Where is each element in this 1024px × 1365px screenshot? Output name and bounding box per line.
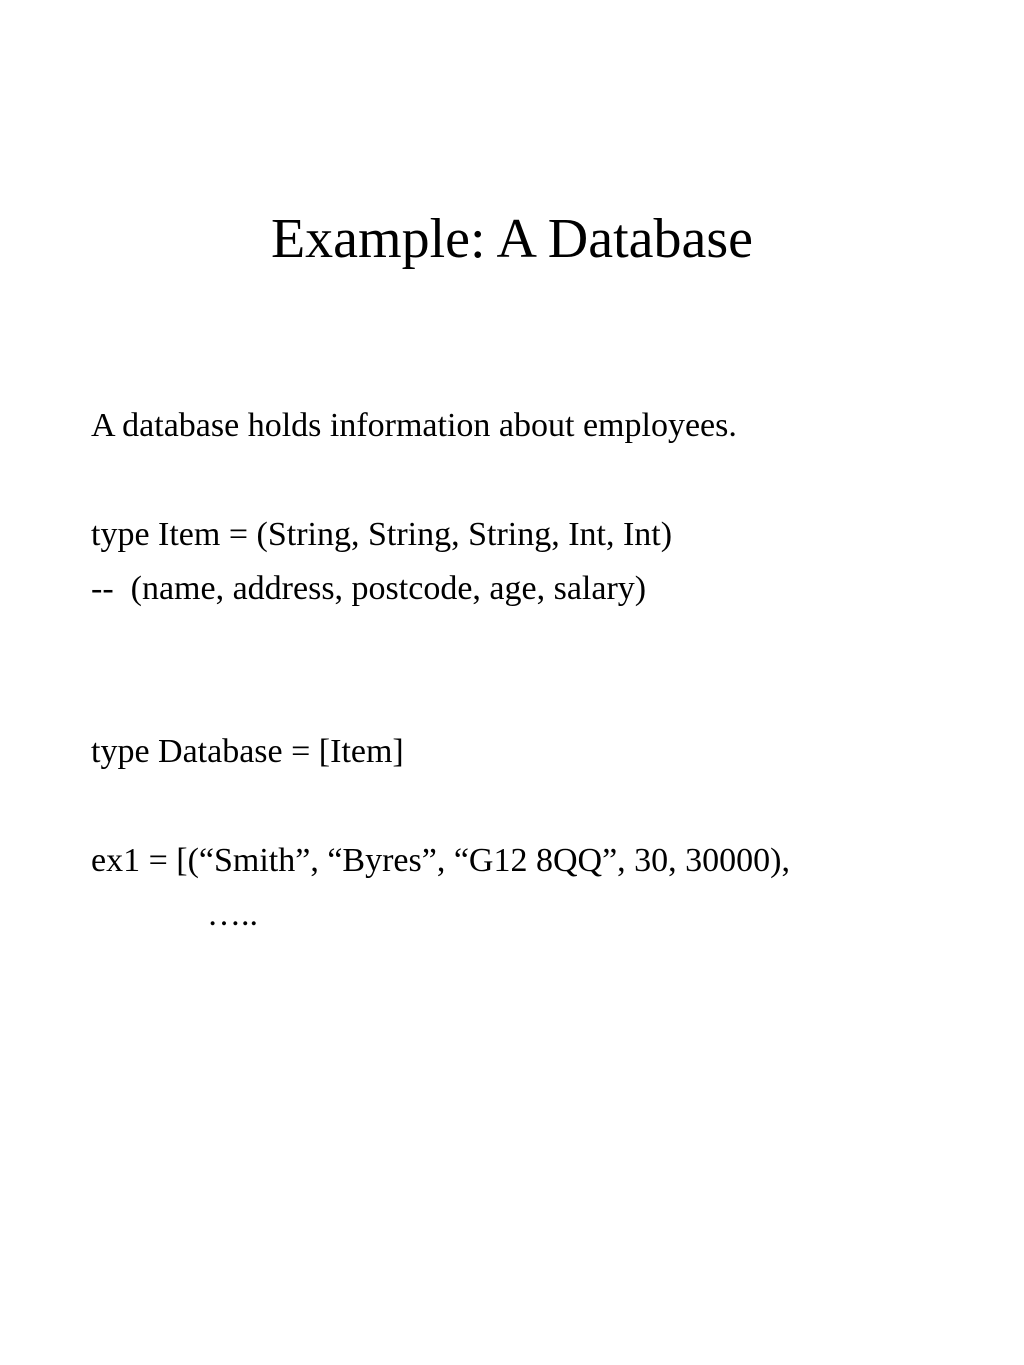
database-type-definition: type Database = [Item] [91,733,404,770]
example-definition: ex1 = [(“Smith”, “Byres”, “G12 8QQ”, 30, 30000), [91,842,791,879]
continuation-ellipsis: ….. [207,896,258,933]
item-type-comment: -- (name, address, postcode, age, salary) [91,570,647,607]
item-type-definition: type Item = (String, String, String, Int, Int) [91,516,673,553]
intro-text: A database holds information about employees. [91,407,737,444]
slide-title: Example: A Database [270,208,754,270]
